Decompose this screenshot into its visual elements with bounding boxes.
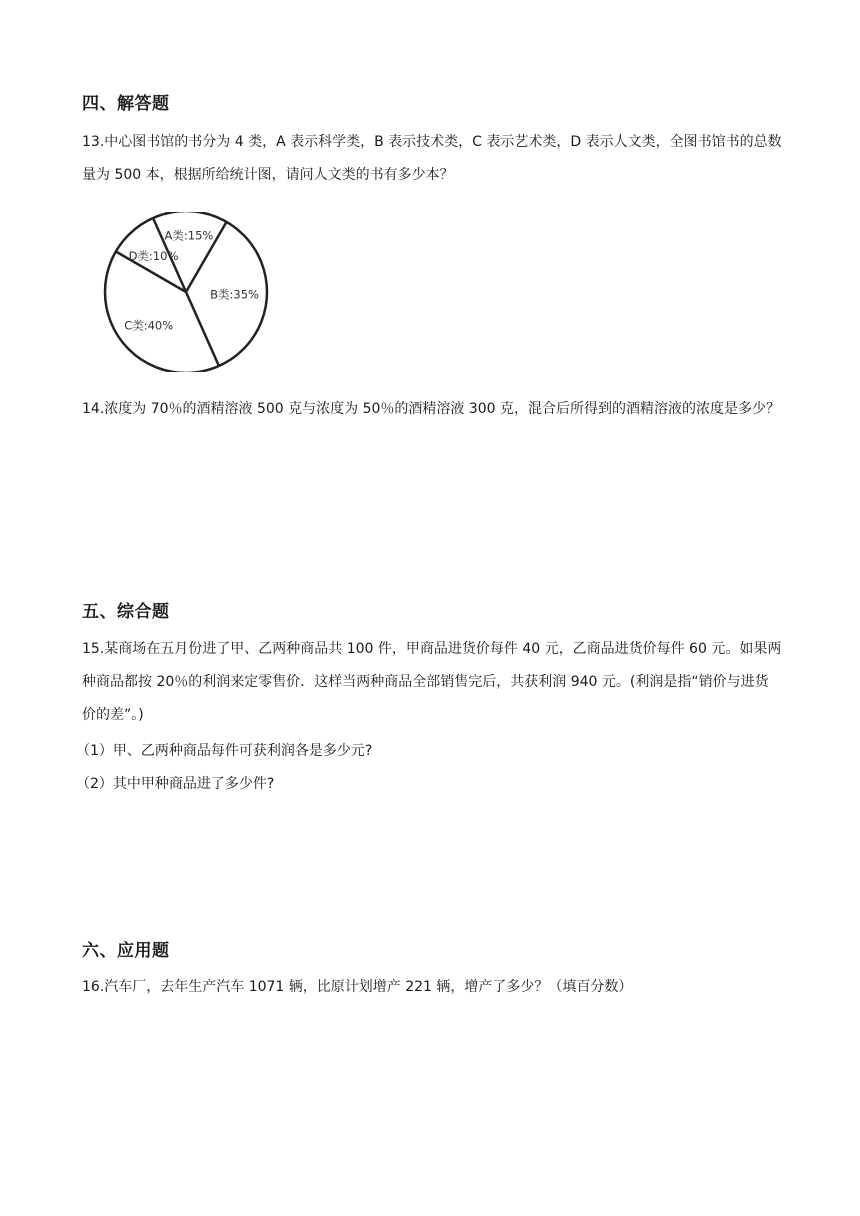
question-16: 16.汽车厂，去年生产汽车 1071 辆，比原计划增产 221 辆，增产了多少？（填百分数）: [82, 979, 633, 995]
question-13: 13.中心图书馆的书分为 4 类，A 表示科学类，B 表示技术类，C 表示艺术类，D 表示人文类，全图书馆书的总数量为 500 本，根据所给统计图，请问人文类的书有多少本？: [82, 134, 782, 183]
pie-slice-label: D类:10%: [128, 248, 179, 263]
question-15-part-1: （1）甲、乙两种商品每件可获利润各是多少元?: [76, 743, 373, 759]
section-title-application: 六、应用题: [82, 941, 170, 961]
question-15-part-2: （2）其中甲种商品进了多少件?: [76, 776, 275, 792]
section-title-comprehensive: 五、综合题: [82, 602, 170, 622]
pie-slice-label: B类:35%: [210, 287, 259, 302]
pie-slice-label: C类:40%: [124, 318, 174, 333]
pie-chart: [98, 212, 278, 372]
pie-chart-svg: [98, 212, 278, 372]
pie-slice-label: A类:15%: [164, 228, 214, 243]
question-15: 15.某商场在五月份进了甲、乙两种商品共 100 件，甲商品进货价每件 40 元，乙商品进货价每件 60 元。如果两种商品都按 20％的利润来定零售价．这样当两种商品全部销售完后，共获利润 940 元。(利润是指“销价与进货价的差”。): [82, 641, 782, 723]
section-title-answer: 四、解答题: [82, 94, 170, 114]
question-14: 14.浓度为 70％的酒精溶液 500 克与浓度为 50％的酒精溶液 300 克，混合后所得到的酒精溶液的浓度是多少？: [82, 401, 781, 417]
